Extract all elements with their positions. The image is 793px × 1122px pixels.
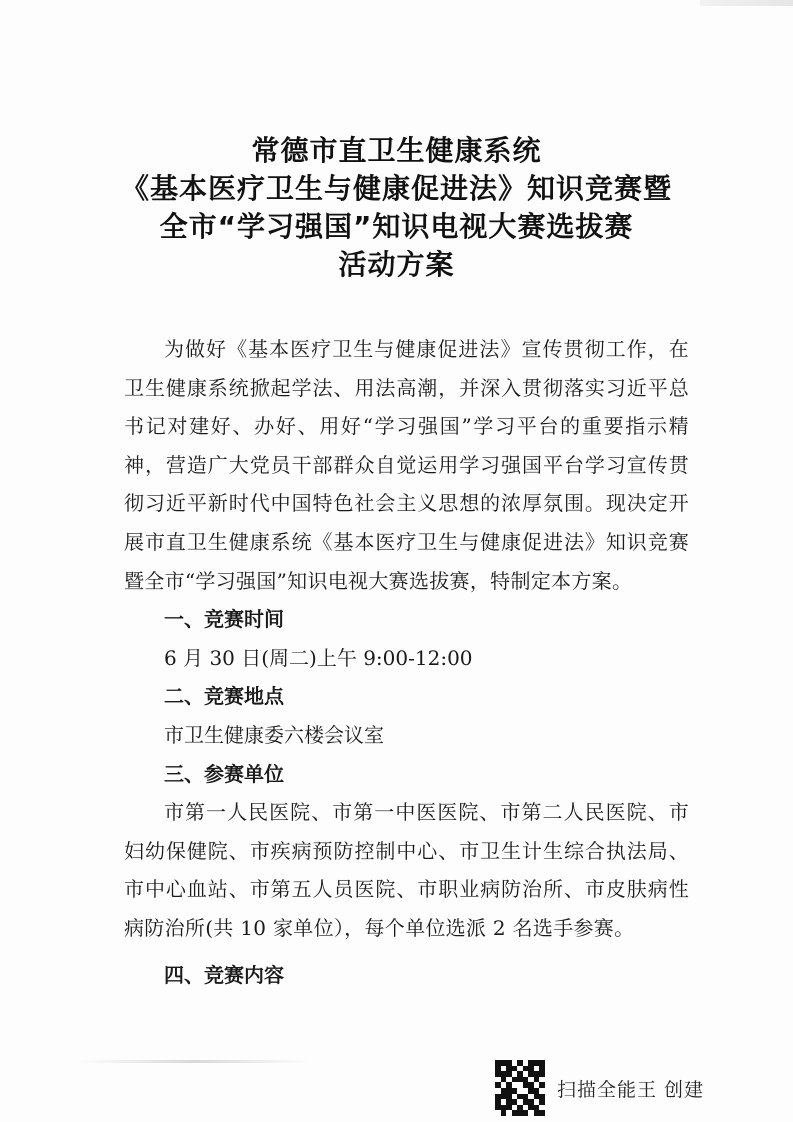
section-heading-time: 一、竞赛时间 <box>164 607 284 632</box>
title-line-4: 活动方案 <box>338 248 455 281</box>
title-line-3: 全市“学习强国”知识电视大赛选拔赛 <box>159 210 634 243</box>
title-line-1: 常德市直卫生健康系统 <box>251 134 542 167</box>
section-content-location: 市卫生健康委六楼会议室 <box>164 722 384 747</box>
section-heading-content: 四、竞赛内容 <box>164 962 284 987</box>
document-body <box>124 330 689 994</box>
title-line-2: 《基本医疗卫生与健康促进法》知识竞赛暨 <box>120 172 672 205</box>
scan-edge-mark <box>700 0 793 6</box>
section-heading-participants: 三、参赛单位 <box>164 761 284 786</box>
qr-code-icon <box>495 1060 545 1116</box>
intro-paragraph: 为做好《基本医疗卫生与健康促进法》宣传贯彻工作，在卫生健康系统掀起学法、用法高潮，并深入贯彻落实习近平总书记对建好、办好、用好“学习强国”学习平台的重要指示精神，营造广大党员干部群众自觉运用学习强国平台学习宣传贯彻习近平新时代中国特色社会主义思想的浓厚氛围。现决定开展市直卫生健康系统《基本医疗卫生与健康促进法》知识竞赛暨全市“学习强国”知识电视大赛选拔赛，特制定本方案。 <box>124 337 689 593</box>
scanner-watermark <box>495 1058 704 1118</box>
section-content-time: 6 月 30 日(周二)上午 9:00-12:00 <box>164 645 473 670</box>
document-title <box>0 132 793 284</box>
watermark-text: 扫描全能王 创建 <box>557 1078 705 1101</box>
scan-shadow <box>80 1060 310 1063</box>
section-content-participants: 市第一人民医院、市第一中医医院、市第二人民医院、市妇幼保健院、市疾病预防控制中心、市卫生计生综合执法局、市中心血站、市第五人员医院、市职业病防治所、市皮肤病性病防治所(共 10 家单位），每个单位选派 2 名选手参赛。 <box>124 800 689 940</box>
section-heading-location: 二、竞赛地点 <box>164 684 284 709</box>
